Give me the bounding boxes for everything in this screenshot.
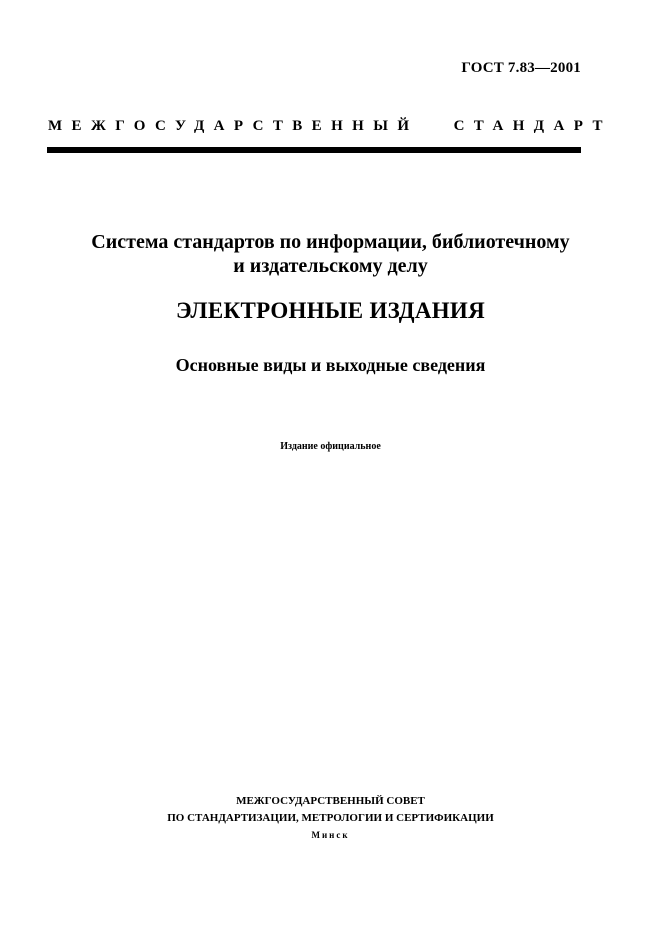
document-code: ГОСТ 7.83—2001: [461, 60, 581, 76]
series-title-line-1: Система стандартов по информации, библиотечному: [91, 231, 570, 253]
main-title: ЭЛЕКТРОННЫЕ ИЗДАНИЯ: [175, 298, 486, 323]
interstate-standard-label: МЕЖГОСУДАРСТВЕННЫЙ СТАНДАРТ: [48, 118, 612, 134]
edition-note: Издание официальное: [280, 441, 381, 452]
publisher-line-1: МЕЖГОСУДАРСТВЕННЫЙ СОВЕТ: [236, 795, 425, 807]
publisher-block: [0, 793, 661, 844]
publisher-city: Минск: [311, 830, 350, 840]
publisher-line-2: ПО СТАНДАРТИЗАЦИИ, МЕТРОЛОГИИ И СЕРТИФИКАЦИИ: [167, 812, 494, 824]
series-title-line-2: и издательскому делу: [233, 255, 428, 277]
series-title: [0, 230, 661, 278]
subtitle: Основные виды и выходные сведения: [175, 355, 486, 375]
header-divider: [47, 147, 581, 153]
